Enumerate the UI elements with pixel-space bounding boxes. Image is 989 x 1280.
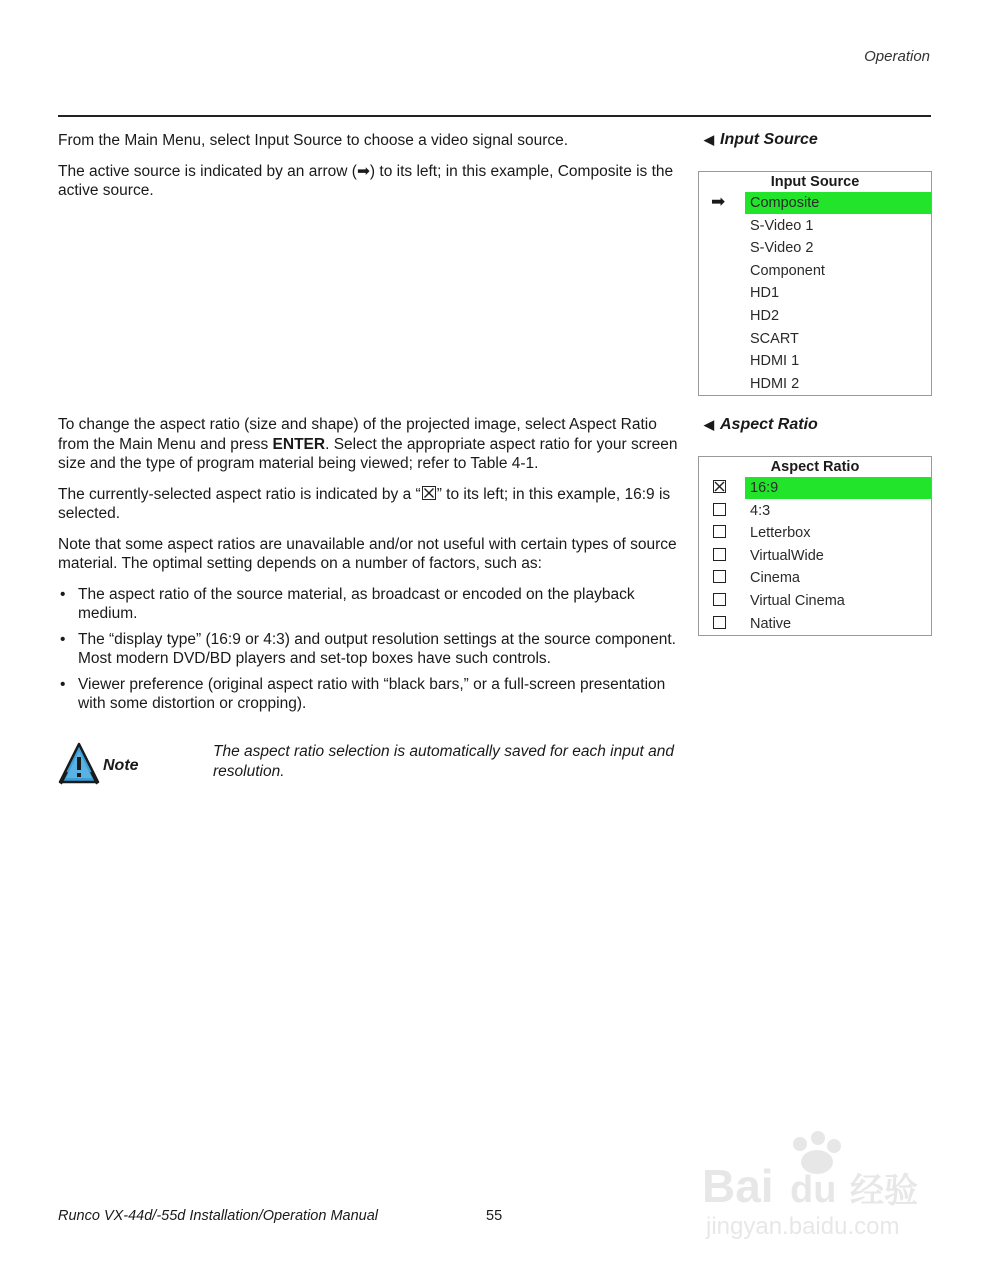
footer-manual-title: Runco VX-44d/-55d Installation/Operation Manual xyxy=(58,1208,378,1224)
watermark-logo xyxy=(700,1130,940,1250)
left-triangle-icon: ◀ xyxy=(704,417,714,432)
aspect-ratio-option[interactable] xyxy=(699,613,931,636)
aspect-ratio-option[interactable] xyxy=(699,567,931,590)
checkbox-slot xyxy=(711,477,731,499)
active-arrow-icon xyxy=(711,192,731,214)
marker-slot xyxy=(711,373,731,395)
right-arrow-icon: ➡ xyxy=(711,192,726,211)
unchecked-checkbox-icon[interactable] xyxy=(713,616,726,629)
aspect-ratio-option-label: VirtualWide xyxy=(750,547,824,564)
marker-slot xyxy=(711,350,731,372)
marker-slot xyxy=(711,237,731,259)
watermark-url: jingyan.baidu.com xyxy=(706,1213,900,1240)
input-source-option[interactable] xyxy=(699,237,931,260)
unchecked-checkbox-icon[interactable] xyxy=(713,593,726,606)
page-section-header: Operation xyxy=(864,48,930,65)
checkbox-slot xyxy=(711,500,731,522)
aspect-ratio-body xyxy=(58,415,680,720)
aspect-ratio-option-label: 4:3 xyxy=(750,502,771,519)
checkbox-slot xyxy=(711,613,731,635)
input-source-option[interactable] xyxy=(699,350,931,373)
input-source-option-label: HDMI 1 xyxy=(750,353,800,370)
page-number: 55 xyxy=(486,1208,503,1224)
aspect-ratio-option[interactable] xyxy=(699,590,931,613)
input-source-option-label: HD2 xyxy=(750,307,780,324)
input-source-paragraph-1: From the Main Menu, select Input Source to choose a video signal source. xyxy=(58,132,569,149)
aspect-ratio-menu xyxy=(698,456,932,636)
aspect-ratio-paragraph-2: The currently-selected aspect ratio is indicated by a “ ” to its left; in this example, 16:9 is selected. xyxy=(58,485,671,522)
marker-slot xyxy=(711,260,731,282)
marker-slot xyxy=(711,305,731,327)
input-source-option[interactable] xyxy=(699,282,931,305)
aspect-ratio-option-label: Letterbox xyxy=(750,525,811,542)
aspect-ratio-heading-text: Aspect Ratio xyxy=(720,416,818,433)
marker-slot xyxy=(711,328,731,350)
header-rule xyxy=(58,115,931,117)
note-text: The aspect ratio selection is automatically saved for each input and resolution. xyxy=(213,743,674,780)
aspect-ratio-option[interactable] xyxy=(699,477,931,500)
aspect-ratio-option[interactable] xyxy=(699,500,931,523)
input-source-option[interactable] xyxy=(699,215,931,238)
checkbox-slot xyxy=(711,567,731,589)
input-source-option-label: S-Video 2 xyxy=(750,240,814,257)
checked-box-icon xyxy=(422,486,436,500)
input-source-heading xyxy=(704,131,818,149)
checkbox-slot xyxy=(711,545,731,567)
watermark-brand: Bai xyxy=(702,1160,774,1212)
aspect-ratio-paragraph-1: To change the aspect ratio (size and shape) of the projected image, select Aspect Ratio from the Main Menu and press ENTER. Select the appropriate aspect ratio for your screen size and the type of program material being viewed; refer to Table 4-1. xyxy=(58,416,678,472)
list-item: • The aspect ratio of the source material, as broadcast or encoded on the playback medium. xyxy=(58,585,680,624)
aspect-ratio-menu-title: Aspect Ratio xyxy=(770,459,860,475)
unchecked-checkbox-icon[interactable] xyxy=(713,570,726,583)
enter-key-label: ENTER xyxy=(272,435,326,453)
watermark-cn: 经验 xyxy=(850,1171,918,1211)
warning-icon xyxy=(58,742,100,786)
checkbox-slot xyxy=(711,522,731,544)
input-source-option[interactable] xyxy=(699,373,931,396)
marker-slot xyxy=(711,282,731,304)
checked-checkbox-icon[interactable] xyxy=(713,480,726,493)
input-source-option-label: HD1 xyxy=(750,285,780,302)
input-source-menu xyxy=(698,171,932,396)
unchecked-checkbox-icon[interactable] xyxy=(713,525,726,538)
input-source-option[interactable] xyxy=(699,260,931,283)
input-source-option[interactable] xyxy=(699,192,931,215)
marker-slot xyxy=(711,215,731,237)
watermark-brand-du: du xyxy=(790,1169,837,1211)
checkbox-slot xyxy=(711,590,731,612)
input-source-option-label: Component xyxy=(750,262,825,279)
input-source-option-label: S-Video 1 xyxy=(750,217,814,234)
input-source-option[interactable] xyxy=(699,328,931,351)
aspect-ratio-option-label: Virtual Cinema xyxy=(750,592,845,609)
aspect-ratio-option-label: 16:9 xyxy=(745,477,931,499)
aspect-ratio-heading xyxy=(704,416,818,434)
list-item: • The “display type” (16:9 or 4:3) and output resolution settings at the source component. Most modern DVD/BD players and set-top boxes have such controls. xyxy=(58,630,680,669)
list-item: • Viewer preference (original aspect ratio with “black bars,” or a full-screen presentation with some distortion or cropping). xyxy=(58,675,680,714)
input-source-menu-title: Input Source xyxy=(770,174,860,190)
input-source-option-label: SCART xyxy=(750,330,799,347)
unchecked-checkbox-icon[interactable] xyxy=(713,503,726,516)
input-source-option-label: Composite xyxy=(745,192,931,214)
input-source-heading-text: Input Source xyxy=(720,131,818,148)
unchecked-checkbox-icon[interactable] xyxy=(713,548,726,561)
aspect-ratio-option-label: Native xyxy=(750,615,792,632)
aspect-ratio-paragraph-3: Note that some aspect ratios are unavailable and/or not useful with certain types of source material. The optimal setting depends on a number of factors, such as: xyxy=(58,535,677,572)
factor-list xyxy=(58,585,680,714)
left-triangle-icon: ◀ xyxy=(704,132,714,147)
input-source-option-label: HDMI 2 xyxy=(750,375,800,392)
input-source-body xyxy=(58,131,680,212)
input-source-option[interactable] xyxy=(699,305,931,328)
note-label: Note xyxy=(103,757,139,774)
input-source-paragraph-2: The active source is indicated by an arrow (➡) to its left; in this example, Composite is the active source. xyxy=(58,162,674,199)
aspect-ratio-option[interactable] xyxy=(699,545,931,568)
aspect-ratio-option-label: Cinema xyxy=(750,570,800,587)
aspect-ratio-option[interactable] xyxy=(699,522,931,545)
